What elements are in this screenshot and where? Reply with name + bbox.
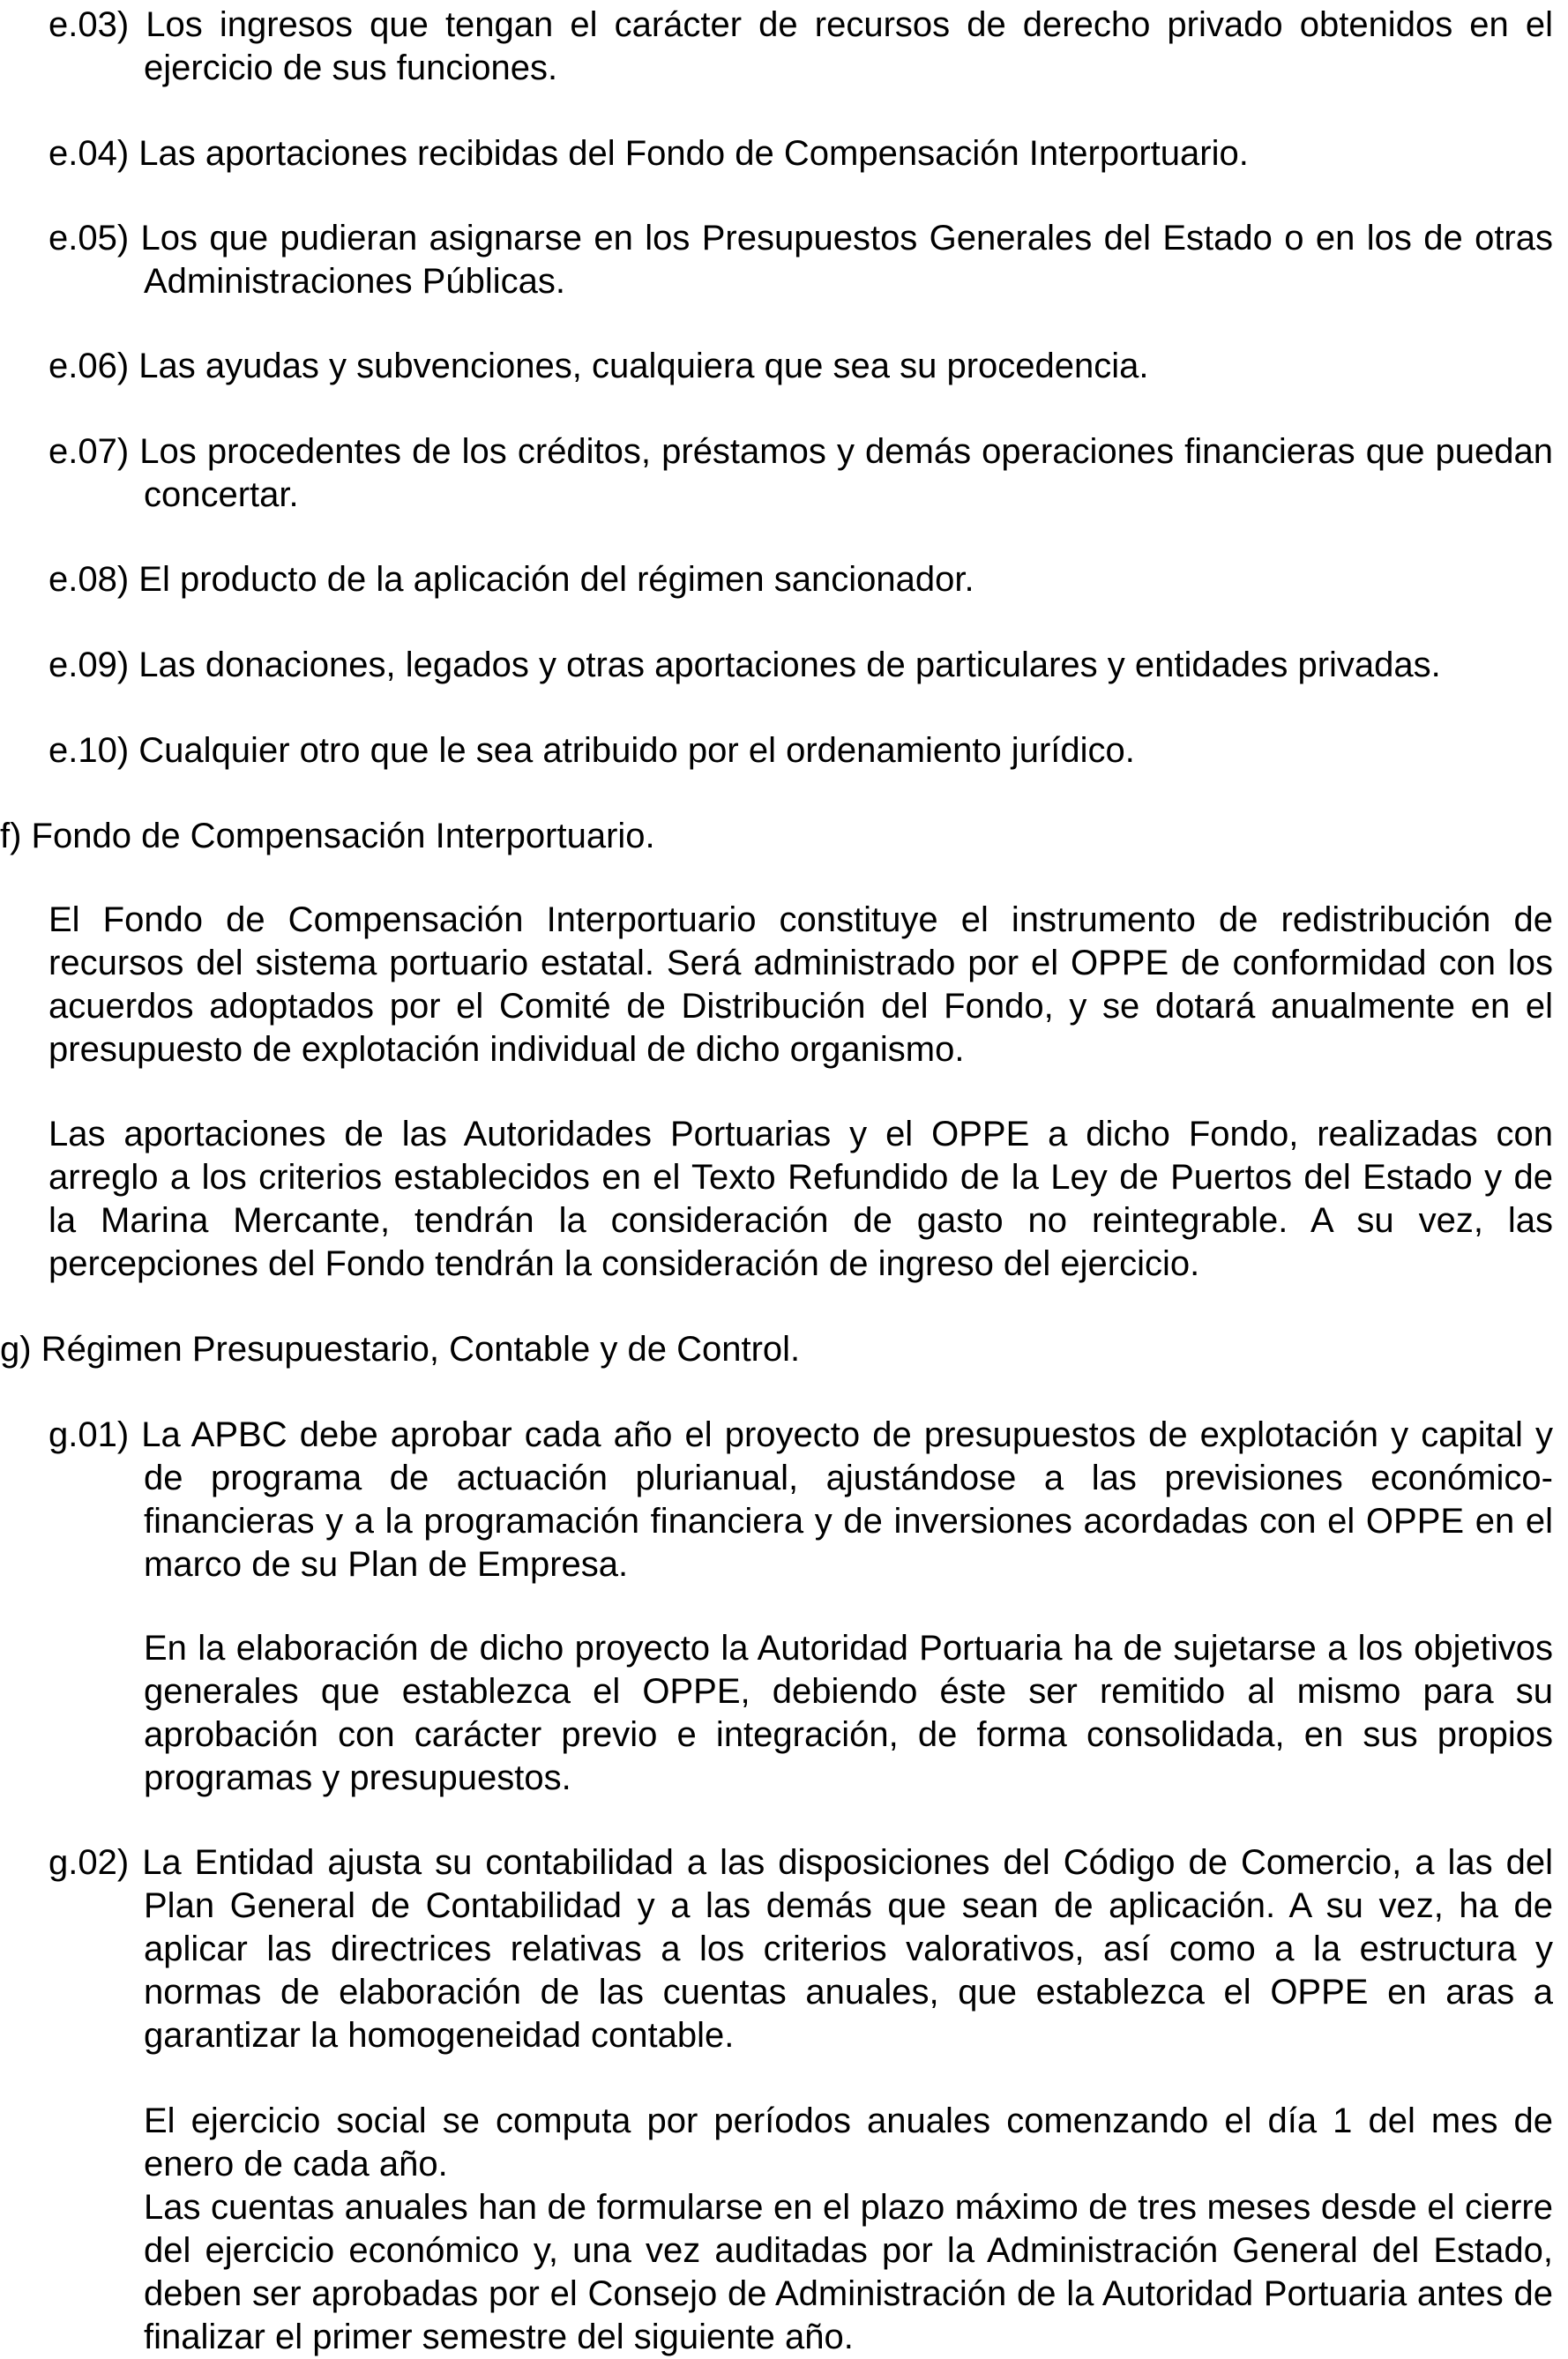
- item-text: La APBC debe aprobar cada año el proyecto de presupuestos de explotación y capital y de programa de actuación plurianual, ajustándose a las previsiones económico-financieras y a la programación financiera y de inversiones acordadas con el OPPE en el marco de su Plan de Empresa.: [141, 1415, 1553, 1584]
- item-g02: [49, 1841, 1553, 2057]
- item-g01-paragraph-2: En la elaboración de dicho proyecto la Autoridad Portuaria ha de sujetarse a los objetivos generales que establezca el OPPE, debiendo éste ser remitido al mismo para su aprobación con carácter previo e integración, de forma consolidada, en sus propios programas y presupuestos.: [144, 1629, 1553, 1797]
- item-label: e.09): [49, 646, 130, 684]
- item-text: Las aportaciones recibidas del Fondo de Compensación Interportuario.: [138, 134, 1249, 173]
- item-label: e.05): [49, 219, 130, 258]
- item-e09: [49, 644, 1553, 687]
- item-text: Las donaciones, legados y otras aportaciones de particulares y entidades privadas.: [138, 646, 1441, 684]
- item-label: e.10): [49, 731, 130, 770]
- item-g02-paragraph-3: Las cuentas anuales han de formularse en el plazo máximo de tres meses desde el cierre del ejercicio económico y, una vez auditadas por la Administración General del Estado, deben ser aprobadas por el Consejo de Administración de la Autoridad Portuaria antes de finalizar el primer semestre del siguiente año.: [144, 2188, 1553, 2356]
- section-g-heading: g) Régimen Presupuestario, Contable y de Control.: [0, 1330, 801, 1369]
- item-e10: [49, 729, 1553, 773]
- item-label: g.01): [49, 1415, 130, 1454]
- item-text: La Entidad ajusta su contabilidad a las disposiciones del Código de Comercio, a las del Plan General de Contabilidad y a las demás que sean de aplicación. A su vez, ha de aplicar las directrices relativas a los criterios valorativos, así como a la estructura y normas de elaboración de las cuentas anuales, que establezca el OPPE en aras a garantizar la homogeneidad contable.: [142, 1843, 1554, 2055]
- section-f-paragraph-1: El Fondo de Compensación Interportuario constituye el instrumento de redistribución de recursos del sistema portuario estatal. Será administrado por el OPPE de conformidad con los acuerdos adoptados por el Comité de Distribución del Fondo, y se dotará anualmente en el presupuesto de explotación individual de dicho organismo.: [49, 900, 1553, 1069]
- item-label: e.04): [49, 134, 130, 173]
- section-f-heading: f) Fondo de Compensación Interportuario.: [0, 817, 655, 855]
- item-text: Cualquier otro que le sea atribuido por el ordenamiento jurídico.: [138, 731, 1135, 770]
- item-text: El producto de la aplicación del régimen sancionador.: [138, 560, 974, 599]
- item-text: Las ayudas y subvenciones, cualquiera que sea su procedencia.: [138, 347, 1149, 385]
- item-g01: [49, 1414, 1553, 1586]
- item-label: g.02): [49, 1843, 130, 1882]
- item-e06: [49, 345, 1553, 388]
- item-e07: [49, 430, 1553, 517]
- item-e08: [49, 558, 1553, 601]
- item-text: Los ingresos que tengan el carácter de recursos de derecho privado obtenidos en el ejercicio de sus funciones.: [144, 5, 1553, 87]
- section-f-paragraph-2: Las aportaciones de las Autoridades Portuarias y el OPPE a dicho Fondo, realizadas con arreglo a los criterios establecidos en el Texto Refundido de la Ley de Puertos del Estado y de la Marina Mercante, tendrán la consideración de gasto no reintegrable. A su vez, las percepciones del Fondo tendrán la consideración de ingreso del ejercicio.: [49, 1115, 1553, 1283]
- item-text: Los procedentes de los créditos, préstamos y demás operaciones financieras que puedan concertar.: [139, 432, 1553, 514]
- item-label: e.08): [49, 560, 130, 599]
- item-e04: [49, 132, 1553, 175]
- item-label: e.03): [49, 5, 130, 44]
- item-g02-paragraph-2: El ejercicio social se computa por períodos anuales comenzando el día 1 del mes de enero de cada año.: [144, 2101, 1553, 2184]
- item-text: Los que pudieran asignarse en los Presupuestos Generales del Estado o en los de otras Administraciones Públicas.: [140, 219, 1553, 301]
- item-e03: [49, 4, 1553, 90]
- item-e05: [49, 217, 1553, 303]
- item-label: e.07): [49, 432, 130, 471]
- item-label: e.06): [49, 347, 130, 385]
